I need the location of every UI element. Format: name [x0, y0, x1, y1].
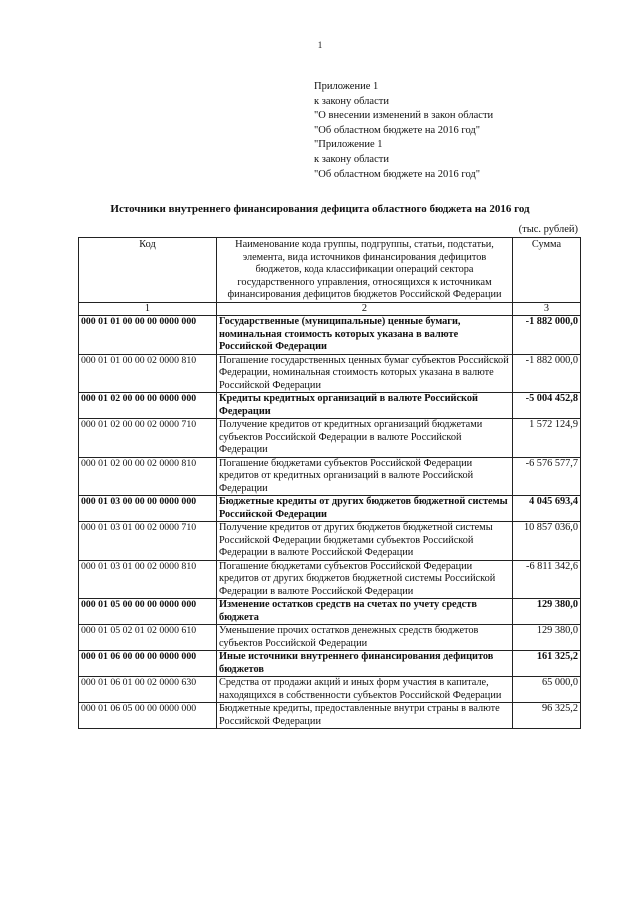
- table-row: [79, 496, 581, 522]
- code-cell: 000 01 03 00 00 00 0000 000: [79, 496, 217, 522]
- header-line: к закону области: [314, 95, 389, 107]
- name-cell: Иные источники внутреннего финансирования дефицитов бюджетов: [217, 651, 513, 677]
- table-row: [79, 651, 581, 677]
- name-cell: Бюджетные кредиты от других бюджетов бюджетной системы Российской Федерации: [217, 496, 513, 522]
- table-row: [79, 522, 581, 561]
- table-row: [79, 354, 581, 393]
- name-cell: Получение кредитов от других бюджетов бюджетной системы Российской Федерации бюджетами субъектов Российской Федерации в валюте Российской Федерации: [217, 522, 513, 561]
- amount-cell: 1 572 124,9: [513, 419, 581, 458]
- name-cell: Кредиты кредитных организаций в валюте Российской Федерации: [217, 393, 513, 419]
- code-cell: 000 01 06 01 00 02 0000 630: [79, 677, 217, 703]
- amount-cell: 96 325,2: [513, 703, 581, 729]
- header-amount: Сумма: [513, 238, 581, 303]
- name-cell: Бюджетные кредиты, предоставленные внутри страны в валюте Российской Федерации: [217, 703, 513, 729]
- table-row: [79, 677, 581, 703]
- header-code: Код: [79, 238, 217, 303]
- table-row: [79, 419, 581, 458]
- appendix-header: [314, 80, 614, 182]
- units-label: (тыс. рублей): [518, 224, 578, 235]
- name-cell: Погашение государственных ценных бумаг субъектов Российской Федерации, номинальная стоимость которых указана в валюте Российской Федерации: [217, 354, 513, 393]
- table-row: [79, 560, 581, 599]
- amount-cell: -6 576 577,7: [513, 457, 581, 496]
- amount-cell: 161 325,2: [513, 651, 581, 677]
- header-line: "Об областном бюджете на 2016 год": [314, 168, 481, 180]
- code-cell: 000 01 02 00 00 02 0000 810: [79, 457, 217, 496]
- amount-cell: -6 811 342,6: [513, 560, 581, 599]
- amount-cell: 4 045 693,4: [513, 496, 581, 522]
- amount-cell: 129 380,0: [513, 599, 581, 625]
- code-cell: 000 01 06 00 00 00 0000 000: [79, 651, 217, 677]
- amount-cell: -1 882 000,0: [513, 316, 581, 355]
- name-cell: Средства от продажи акций и иных форм участия в капитале, находящихся в собственности субъектов Российской Федерации: [217, 677, 513, 703]
- code-cell: 000 01 06 05 00 00 0000 000: [79, 703, 217, 729]
- name-cell: Погашение бюджетами субъектов Российской Федерации кредитов от других бюджетов бюджетной системы Российской Федерации в валюте Российской Федерации: [217, 560, 513, 599]
- table-row: [79, 599, 581, 625]
- name-cell: Погашение бюджетами субъектов Российской Федерации кредитов от кредитных организаций в валюте Российской Федерации: [217, 457, 513, 496]
- column-number: 1: [79, 302, 217, 316]
- amount-cell: 129 380,0: [513, 625, 581, 651]
- header-line: "Приложение 1: [314, 139, 383, 151]
- sources-table: [78, 237, 581, 729]
- table-row: [79, 625, 581, 651]
- table-row: [79, 457, 581, 496]
- table-header-row: [79, 238, 581, 303]
- table-row: [79, 393, 581, 419]
- page-number: 1: [317, 40, 323, 50]
- name-cell: Уменьшение прочих остатков денежных средств бюджетов субъектов Российской Федерации: [217, 625, 513, 651]
- name-cell: Получение кредитов от кредитных организаций бюджетами субъектов Российской Федерации в валюте Российской Федерации: [217, 419, 513, 458]
- amount-cell: 65 000,0: [513, 677, 581, 703]
- code-cell: 000 01 01 00 00 02 0000 810: [79, 354, 217, 393]
- name-cell: Государственные (муниципальные) ценные бумаги, номинальная стоимость которых указана в валюте Российской Федерации: [217, 316, 513, 355]
- code-cell: 000 01 05 00 00 00 0000 000: [79, 599, 217, 625]
- header-line: к закону области: [314, 153, 389, 165]
- header-line: "Об областном бюджете на 2016 год": [314, 124, 481, 136]
- code-cell: 000 01 02 00 00 00 0000 000: [79, 393, 217, 419]
- header-line: Приложение 1: [314, 81, 379, 92]
- amount-cell: 10 857 036,0: [513, 522, 581, 561]
- name-cell: Изменение остатков средств на счетах по учету средств бюджета: [217, 599, 513, 625]
- table-row: [79, 316, 581, 355]
- column-number: 2: [217, 302, 513, 316]
- column-number: 3: [513, 302, 581, 316]
- table-row: [79, 703, 581, 729]
- amount-cell: -1 882 000,0: [513, 354, 581, 393]
- column-number-row: [79, 302, 581, 316]
- code-cell: 000 01 03 01 00 02 0000 810: [79, 560, 217, 599]
- header-line: "О внесении изменений в закон области: [314, 110, 494, 122]
- code-cell: 000 01 02 00 00 02 0000 710: [79, 419, 217, 458]
- document-title: Источники внутреннего финансирования дефицита областного бюджета на 2016 год: [110, 203, 530, 215]
- header-name: Наименование кода группы, подгруппы, статьи, подстатьи, элемента, вида источников финансирования дефицитов бюджетов, кода классификации операций сектора государственного управления, относящихся к источникам финансирования дефицитов бюджетов Российской Федерации: [217, 238, 513, 303]
- amount-cell: -5 004 452,8: [513, 393, 581, 419]
- code-cell: 000 01 05 02 01 02 0000 610: [79, 625, 217, 651]
- code-cell: 000 01 03 01 00 02 0000 710: [79, 522, 217, 561]
- code-cell: 000 01 01 00 00 00 0000 000: [79, 316, 217, 355]
